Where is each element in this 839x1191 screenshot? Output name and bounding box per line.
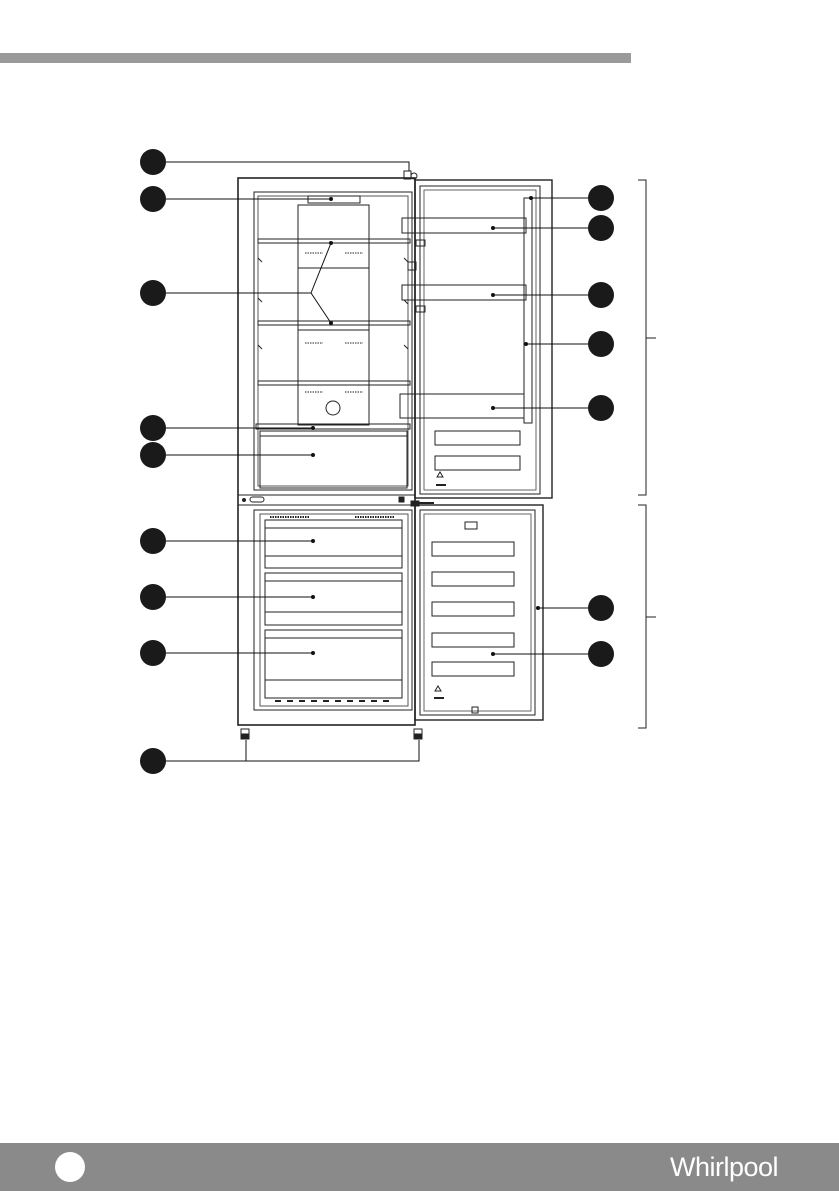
callout-marker bbox=[140, 748, 166, 774]
callout-markers-left bbox=[140, 149, 166, 774]
callout-marker bbox=[588, 185, 614, 211]
callout-marker bbox=[140, 415, 166, 441]
callout-marker bbox=[588, 331, 614, 357]
freezer-interior bbox=[254, 510, 412, 710]
freezer-door bbox=[415, 505, 543, 720]
callout-marker bbox=[588, 595, 614, 621]
callout-marker bbox=[140, 186, 166, 212]
callout-marker bbox=[140, 640, 166, 666]
brand-logo: Whirlpool bbox=[670, 1152, 779, 1182]
callout-marker bbox=[588, 215, 614, 241]
callout-marker bbox=[588, 395, 614, 421]
adjustable-feet bbox=[241, 729, 422, 739]
left-leader-lines bbox=[166, 162, 419, 761]
callout-marker bbox=[140, 442, 166, 468]
callout-markers-right bbox=[588, 185, 614, 667]
callout-marker bbox=[588, 641, 614, 667]
callout-marker bbox=[140, 584, 166, 610]
page-number-marker bbox=[55, 1152, 85, 1182]
callout-marker bbox=[140, 280, 166, 306]
fridge-door bbox=[400, 180, 552, 506]
compartment-brackets bbox=[638, 180, 656, 728]
leader-endpoints bbox=[311, 196, 540, 656]
callout-marker bbox=[140, 528, 166, 554]
fridge-interior bbox=[254, 192, 412, 490]
callout-marker bbox=[588, 282, 614, 308]
callout-marker bbox=[140, 149, 166, 175]
